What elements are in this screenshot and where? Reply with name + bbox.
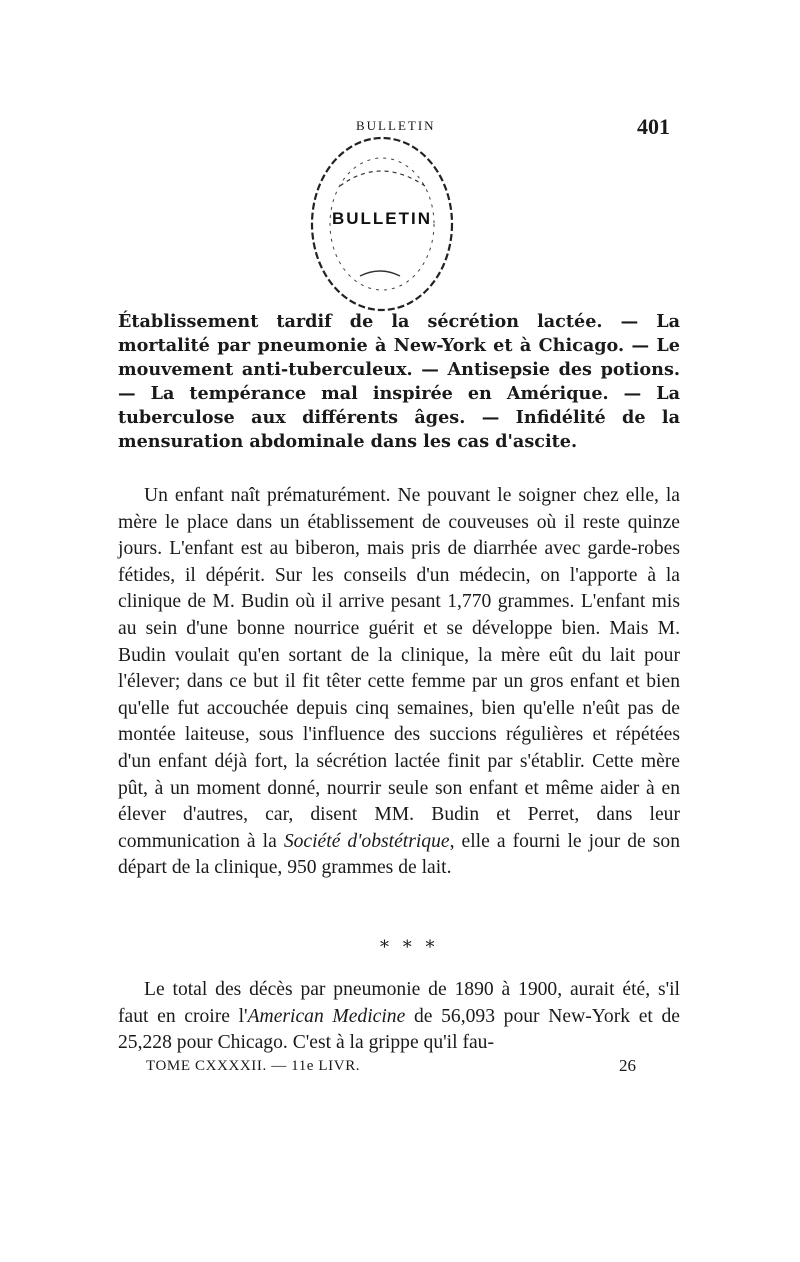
paragraph-2: [118, 977, 680, 1057]
library-stamp: [300, 126, 465, 321]
stamp-text: BULLETIN: [331, 209, 433, 228]
footer-volume: TOME CXXXXII. — 11e LIVR.: [146, 1058, 361, 1074]
paragraph-1: [118, 483, 680, 882]
running-head: BULLETIN: [356, 118, 436, 133]
paragraph-1-italic: Société d'obstétrique: [283, 830, 450, 852]
stamp-seal-icon: [300, 126, 465, 321]
paragraph-2-italic: American Medicine: [247, 1005, 406, 1027]
page-number: 401: [637, 114, 670, 139]
chapter-summary: Établissement tardif de la sécrétion lactée. — La mortalité par pneumonie à New-York et à Chicago. — Le mouvement anti-tuberculeux. — Antisepsie des potions. — La tempérance mal inspirée en Amérique. — La tuberculose aux différents âges. — Infidélité de la mensuration abdominale dans les cas d'ascite.: [118, 311, 680, 452]
paragraph-1-text: Un enfant naît prématurément. Ne pouvant le soigner chez elle, la mère le place dans un établissement de couveuses où il reste quinze jours. L'enfant est au biberon, mais pris de diarrhée avec garde-robes fétides, il dépérit. Sur les conseils d'un médecin, on l'apporte à la clinique de M. Budin où il arrive pesant 1,770 grammes. L'enfant mis au sein d'une bonne nourrice guérit et se développe bien. Mais M. Budin voulait qu'en sortant de la clinique, la mère eût du lait pour l'élever; dans ce but il fit têter cette femme par un gros enfant et bien qu'elle fut accouchée depuis cinq semaines, bien qu'elle n'eût pas de montée laiteuse, sous l'influence des succions régulières et répétées d'un enfant déjà fort, la sécrétion lactée finit par s'établir. Cette mère pût, à un moment donné, nourrir seule son enfant et même aider à en élever d'autres, car, disent MM. Budin et Perret, dans leur communication à la: [118, 485, 680, 852]
paragraph-2-text: Le total des décès par pneumonie de 1890 à 1900, aurait été, s'il faut en croire l': [118, 979, 680, 1027]
footer-signature: 26: [619, 1056, 636, 1075]
paragraph-2-text-end: de 56,093 pour New-York et de 25,228 pour Chicago. C'est à la grippe qu'il fau-: [118, 1005, 680, 1054]
paragraph-1-text-end: , elle a fourni le jour de son départ de la clinique, 950 grammes de lait.: [118, 830, 681, 879]
asterism-separator: * * *: [380, 937, 439, 958]
